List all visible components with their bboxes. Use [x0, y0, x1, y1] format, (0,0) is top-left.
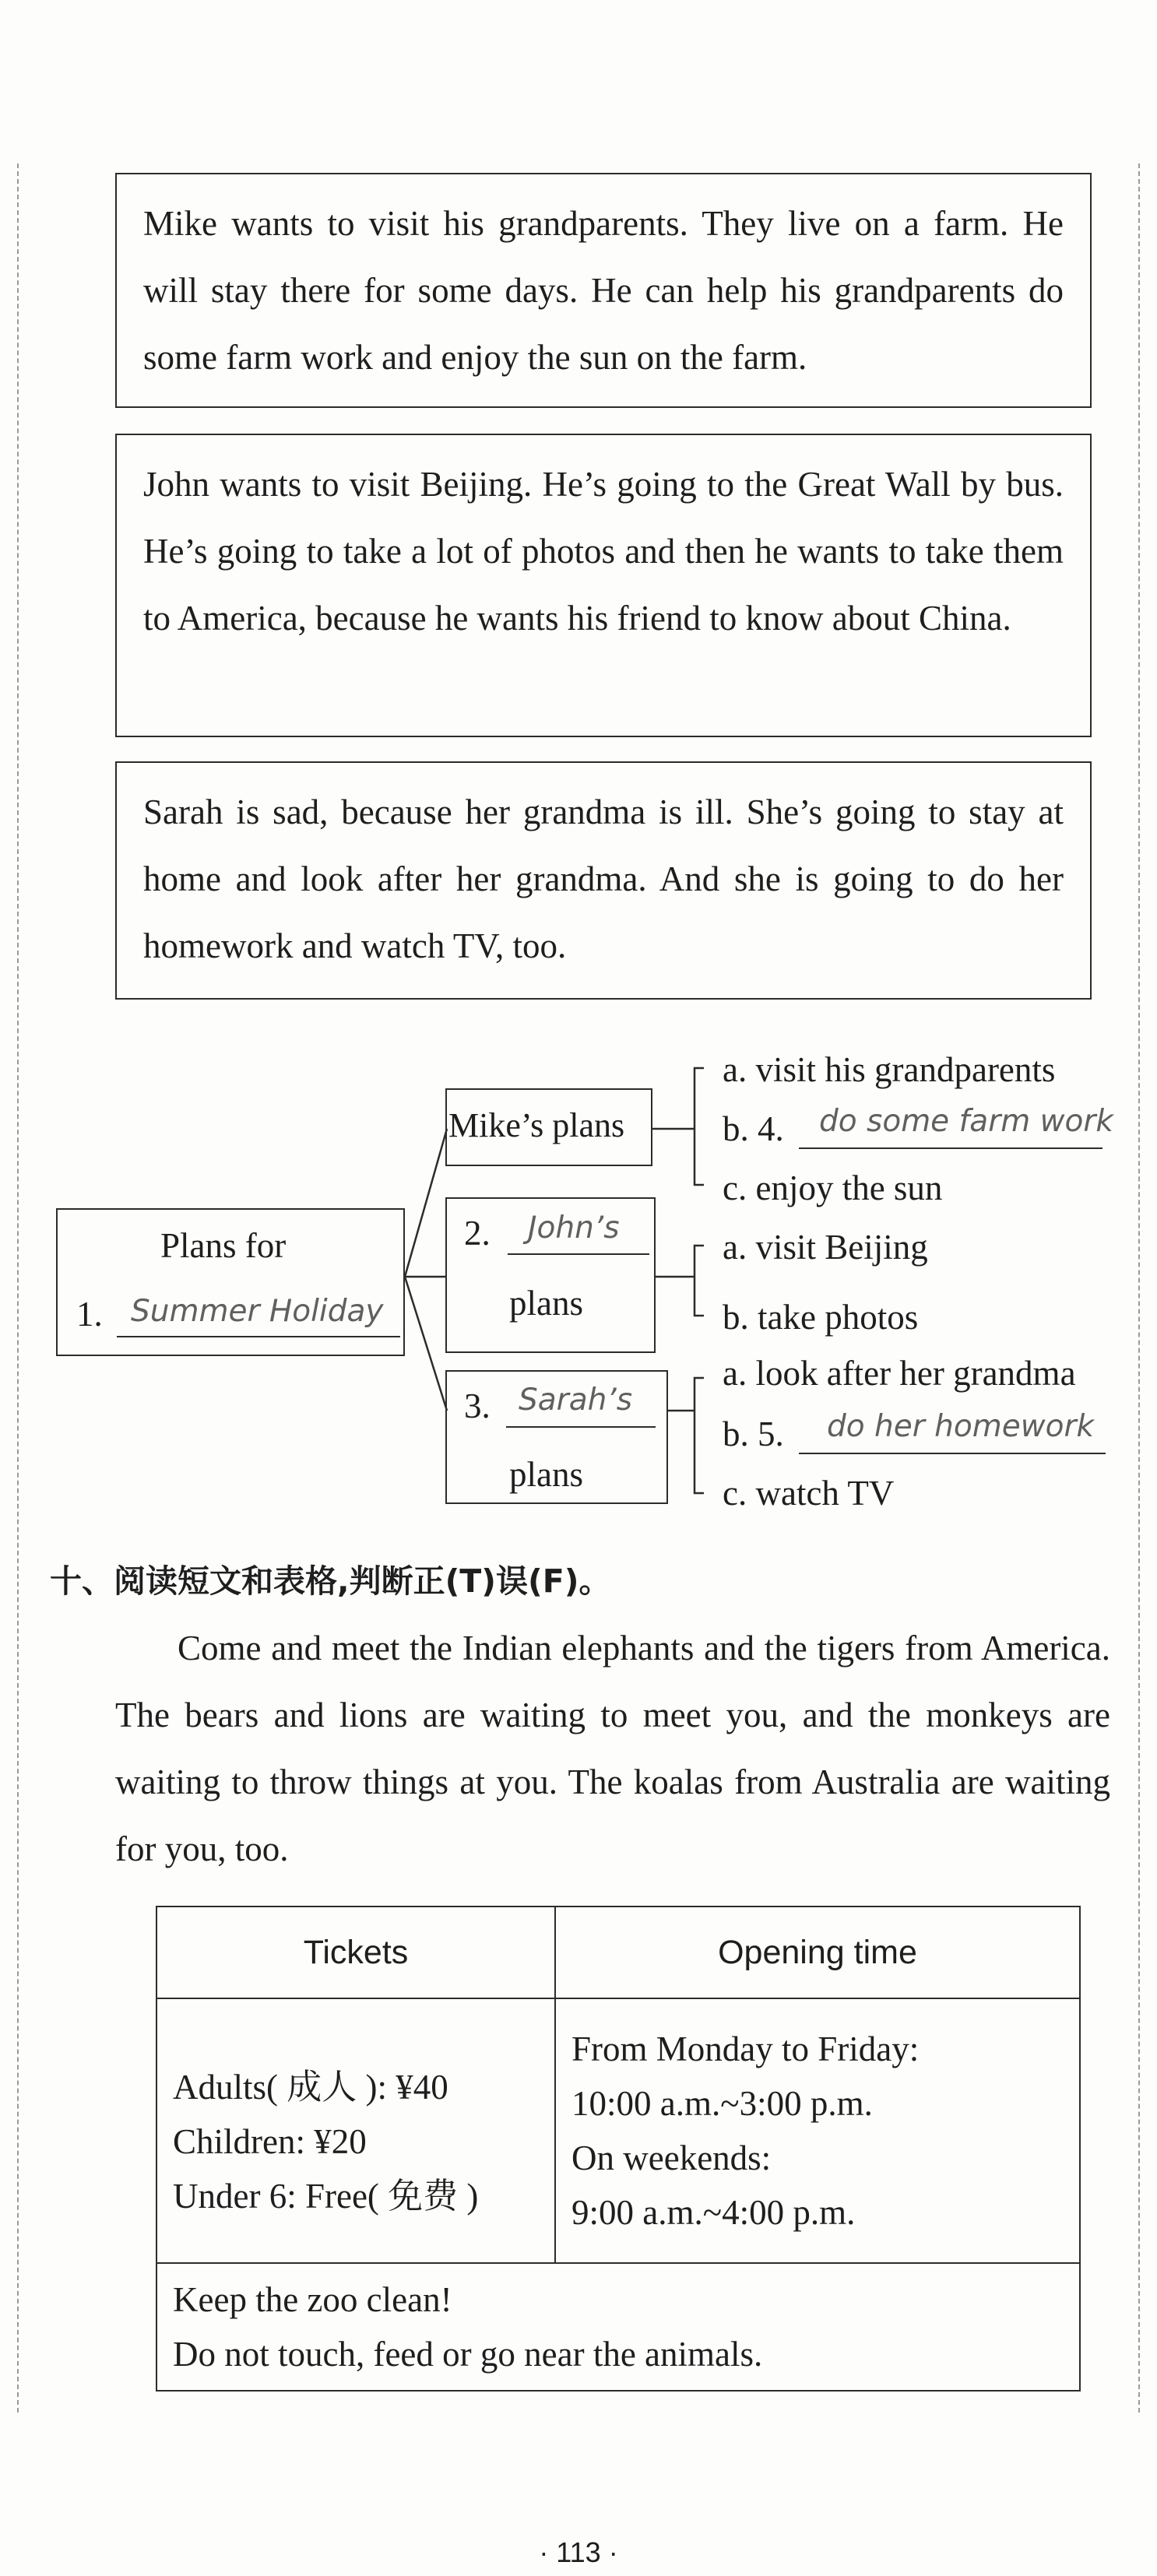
- passage-john: John wants to visit Beijing. He’s going to the Great Wall by bus. He’s going to take a lot of photos and then he wants to take them to America, because he wants his friend to know about China.: [115, 434, 1092, 737]
- blank-1-number: 1.: [76, 1295, 103, 1334]
- tickets-cell: [156, 1998, 555, 2263]
- blank-1-answer: Summer Holiday: [131, 1294, 384, 1329]
- ticket-under-6: Under 6: Free( 免费 ): [173, 2176, 479, 2216]
- john-plan-b: b. take photos: [723, 1298, 919, 1337]
- zoo-passage: Come and meet the Indian elephants and the tigers from America. The bears and lions are waiting to meet you, and the monkeys are waiting to throw things at you. The koalas from Australia are waiting for you, too.: [115, 1629, 1110, 1868]
- blank-3-underline: [506, 1426, 656, 1428]
- rule-do-not-touch: Do not touch, feed or go near the animals.: [173, 2335, 763, 2374]
- passage-mike: Mike wants to visit his grandparents. They live on a farm. He will stay there for some days. He can help his grandparents do some farm work and enjoy the sun on the farm.: [115, 173, 1092, 408]
- blank-3-number: 3.: [464, 1386, 491, 1425]
- opening-weekends-label: On weekends:: [571, 2138, 772, 2177]
- blank-4-answer: do some farm work: [819, 1104, 1114, 1139]
- zoo-info-table: [156, 1906, 1081, 2391]
- opening-time-cell: [555, 1998, 1080, 2263]
- rule-keep-clean: Keep the zoo clean!: [173, 2280, 452, 2319]
- opening-weekdays-hours: 10:00 a.m.~3:00 p.m.: [571, 2084, 873, 2123]
- ticket-adults: Adults( 成人 ): ¥40: [173, 2067, 448, 2107]
- opening-weekdays-label: From Monday to Friday:: [571, 2030, 920, 2068]
- mike-plan-a: a. visit his grandparents: [723, 1050, 1056, 1089]
- sarah-plan-a: a. look after her grandma: [723, 1354, 1076, 1393]
- blank-2-number: 2.: [464, 1214, 491, 1253]
- section-ten-title: 十、阅读短文和表格,判断正(T)误(F)。: [50, 1562, 611, 1600]
- header-tickets: Tickets: [156, 1907, 555, 1998]
- passage-sarah: Sarah is sad, because her grandma is ill. She’s going to stay at home and look after her grandma. And she is going to do her homework and watch TV, too.: [115, 761, 1092, 1000]
- mike-plans-label: Mike’s plans: [448, 1106, 625, 1144]
- blank-5-underline: [799, 1453, 1106, 1454]
- table-row: [156, 1998, 1080, 2263]
- sarah-plan-c: c. watch TV: [723, 1474, 895, 1513]
- plans-for-label: Plans for: [160, 1226, 287, 1265]
- sarah-plans-word: plans: [509, 1455, 583, 1494]
- table-header-row: [156, 1907, 1080, 1998]
- opening-weekends-hours: 9:00 a.m.~4:00 p.m.: [571, 2193, 856, 2232]
- blank-5-answer: do her homework: [827, 1409, 1095, 1444]
- john-plan-a: a. visit Beijing: [723, 1228, 928, 1267]
- sarah-plan-b-prefix: b. 5.: [723, 1415, 784, 1453]
- blank-3-answer: Sarah’s: [519, 1383, 633, 1418]
- blank-4-underline: [799, 1147, 1102, 1149]
- mike-plan-c: c. enjoy the sun: [723, 1169, 943, 1207]
- zoo-rules-cell: [156, 2263, 1080, 2391]
- blank-2-underline: [508, 1253, 649, 1255]
- blank-2-answer: John’s: [528, 1211, 620, 1246]
- header-opening-time: Opening time: [555, 1907, 1080, 1998]
- blank-1-underline: [117, 1336, 400, 1337]
- page-number: · 113 ·: [539, 2536, 618, 2568]
- ticket-children: Children: ¥20: [173, 2121, 367, 2161]
- john-plans-word: plans: [509, 1284, 583, 1323]
- table-row: [156, 2263, 1080, 2391]
- mike-plan-b-prefix: b. 4.: [723, 1109, 784, 1148]
